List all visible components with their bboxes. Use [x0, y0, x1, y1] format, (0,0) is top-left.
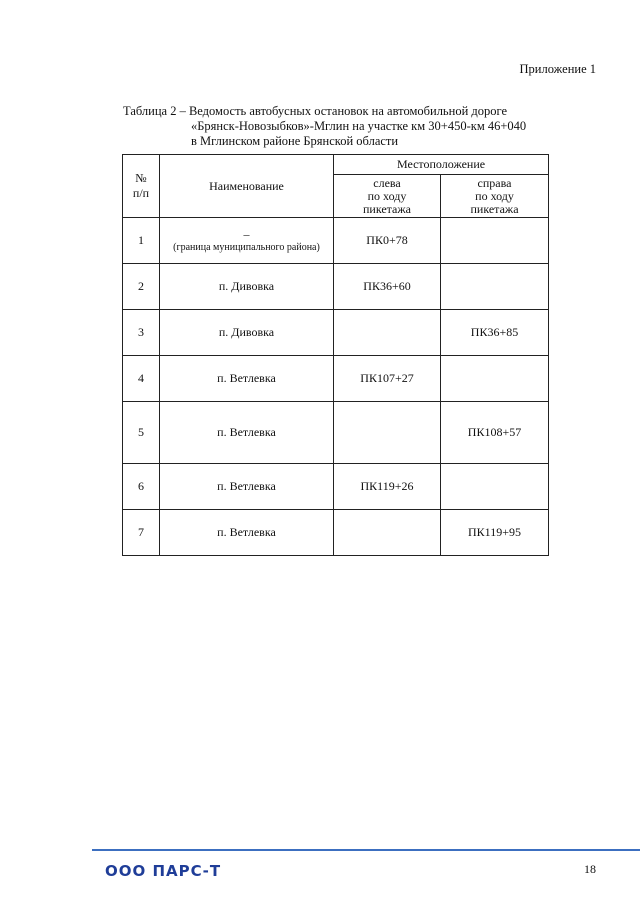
table-row — [123, 218, 549, 264]
bus-stops-table — [122, 154, 549, 556]
row-name-text: п. Ветлевка — [217, 525, 276, 539]
row-left-position: ПК0+78 — [334, 218, 441, 264]
header-left: слева по ходу пикетажа — [334, 175, 441, 218]
appendix-label: Приложение 1 — [519, 62, 596, 76]
header-location: Местоположение — [334, 155, 549, 175]
row-number: 6 — [123, 464, 160, 510]
caption-line-1: Таблица 2 – Ведомость автобусных остановок на автомобильной дороге — [123, 104, 508, 118]
row-left-position — [334, 510, 441, 556]
table-row — [123, 402, 549, 464]
caption-line-3: в Мглинском районе Брянской области — [191, 134, 399, 148]
row-number: 2 — [123, 264, 160, 310]
footer-divider — [92, 849, 640, 851]
table-row — [123, 356, 549, 402]
page-number: 18 — [584, 862, 596, 876]
row-right-position: ПК36+85 — [441, 310, 549, 356]
table-caption — [123, 104, 563, 149]
row-name — [160, 218, 334, 264]
row-number: 1 — [123, 218, 160, 264]
row-left-position — [334, 310, 441, 356]
row-name — [160, 464, 334, 510]
row-name-text: – — [243, 227, 250, 241]
table-row — [123, 510, 549, 556]
row-right-position — [441, 218, 549, 264]
row-name-text: п. Дивовка — [218, 325, 275, 339]
row-name — [160, 264, 334, 310]
row-number: 5 — [123, 402, 160, 464]
row-left-position: ПК36+60 — [334, 264, 441, 310]
row-name-text: п. Ветлевка — [217, 425, 276, 439]
row-number: 3 — [123, 310, 160, 356]
header-num: № п/п — [123, 155, 160, 218]
row-number: 7 — [123, 510, 160, 556]
row-name — [160, 510, 334, 556]
row-left-position: ПК107+27 — [334, 356, 441, 402]
row-name-text: п. Ветлевка — [217, 479, 276, 493]
row-name-text: п. Ветлевка — [217, 371, 276, 385]
row-name — [160, 402, 334, 464]
caption-line-2: «Брянск-Новозыбков»-Мглин на участке км 30+450-км 46+040 — [191, 119, 527, 133]
row-right-position: ПК108+57 — [441, 402, 549, 464]
row-left-position: ПК119+26 — [334, 464, 441, 510]
row-right-position: ПК119+95 — [441, 510, 549, 556]
table-row — [123, 310, 549, 356]
row-name-note: (граница муниципального района) — [173, 242, 320, 253]
row-right-position — [441, 264, 549, 310]
row-name — [160, 356, 334, 402]
row-right-position — [441, 464, 549, 510]
row-number: 4 — [123, 356, 160, 402]
company-logo: ООО ПАРС-Т — [105, 862, 222, 880]
row-left-position — [334, 402, 441, 464]
header-right: справа по ходу пикетажа — [441, 175, 549, 218]
header-name: Наименование — [160, 155, 334, 218]
table-row — [123, 464, 549, 510]
row-right-position — [441, 356, 549, 402]
table-row — [123, 264, 549, 310]
row-name — [160, 310, 334, 356]
row-name-text: п. Дивовка — [218, 279, 275, 293]
